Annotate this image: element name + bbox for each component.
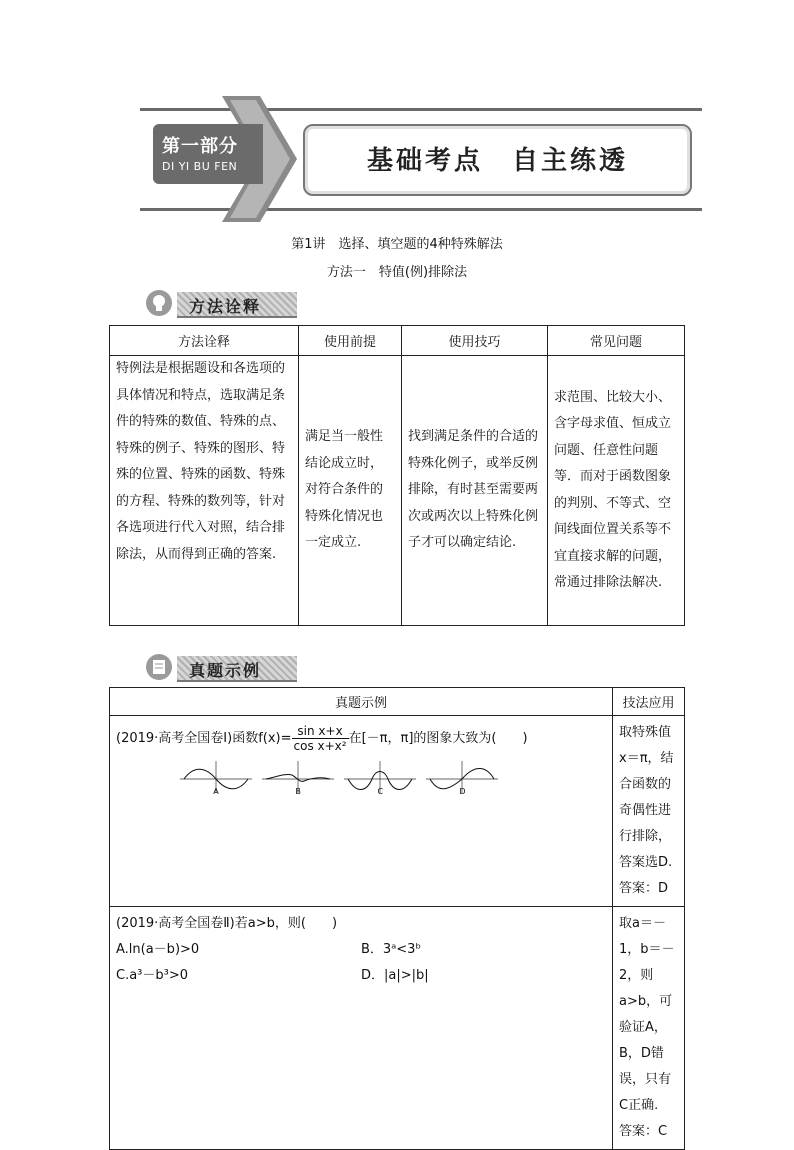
lecture-title: 第1讲 选择、填空题的4种特殊解法: [291, 237, 503, 252]
header-banner: [140, 96, 702, 222]
section-label-bar: [177, 292, 297, 318]
answer-1-text: 取特殊值x＝π，结合函数的奇偶性进行排除，答案选D.: [619, 725, 674, 870]
fraction-numerator: sin x+x: [292, 724, 349, 739]
method-table: [109, 325, 685, 626]
graph-label: C: [377, 787, 384, 796]
table-header: 真题示例: [110, 688, 613, 716]
part-badge: [153, 124, 263, 184]
graph-option-b: [260, 759, 336, 799]
table-row: [110, 716, 685, 907]
graph-option-a: [178, 759, 254, 799]
question-1-stem: [116, 724, 606, 753]
banner-title: 基础考点 自主练透: [366, 146, 628, 176]
fraction: [292, 724, 349, 753]
table-header: 方法诠释: [110, 326, 299, 356]
options-row: [116, 937, 606, 963]
section-label-method: [143, 289, 313, 317]
examples-table: [109, 687, 685, 1150]
q1-prefix: (2019·高考全国卷Ⅰ)函数f(x)=: [116, 731, 292, 746]
section-label-examples: [143, 653, 313, 681]
document-icon: [143, 653, 177, 681]
table-row: [110, 356, 685, 626]
answer-1-result: 答案：D: [619, 881, 669, 896]
table-header: 常见问题: [548, 326, 685, 356]
table-header: 技法应用: [613, 688, 685, 716]
table-cell: 满足当一般性结论成立时，对符合条件的特殊化情况也一定成立.: [299, 356, 402, 626]
part-pinyin: DI YI BU FEN: [162, 160, 238, 173]
part-label: 第一部分: [162, 136, 238, 157]
section-label-text: 真题示例: [189, 661, 262, 680]
q1-suffix: 在[－π，π]的图象大致为( ): [348, 731, 528, 746]
option-graphs: [178, 759, 606, 803]
section-label-bar: [177, 656, 297, 682]
graph-option-d: [424, 759, 500, 799]
question-2: [110, 907, 613, 1150]
option-d: D．|a|>|b|: [361, 968, 429, 983]
graph-label: A: [213, 787, 219, 796]
options-row: [116, 963, 606, 989]
graph-label: D: [459, 787, 466, 796]
table-cell: 特例法是根据题设和各选项的具体情况和特点，选取满足条件的特殊的数值、特殊的点、特殊的例子、特殊的图形、特殊的位置、特殊的函数、特殊的方程、特殊的数列等，针对各选项进行代入对照，结合排除法，从而得到正确的答案.: [110, 356, 299, 626]
answer-2-result: 答案：C: [619, 1124, 668, 1139]
table-header-row: [110, 688, 685, 716]
graph-option-c: [342, 759, 418, 799]
fraction-denominator: cos x+x²: [293, 739, 347, 753]
table-cell: 找到满足条件的合适的特殊化例子，或举反例排除，有时甚至需要两次或两次以上特殊化例子才可以确定结论.: [402, 356, 548, 626]
answer-1: [613, 716, 685, 907]
answer-2: [613, 907, 685, 1150]
question-1: [110, 716, 613, 907]
table-row: [110, 907, 685, 1150]
table-cell: 求范围、比较大小、含字母求值、恒成立问题、任意性问题等．而对于函数图象的判别、不等式、空间线面位置关系等不宜直接求解的问题，常通过排除法解决.: [548, 356, 685, 626]
answer-2-text: 取a＝－1，b＝－2，则a>b，可验证A，B，D错误，只有C正确.: [619, 916, 675, 1113]
section-label-text: 方法诠释: [189, 297, 262, 316]
option-b: B．3ᵃ<3ᵇ: [361, 942, 422, 957]
graph-label: B: [295, 787, 301, 796]
method-title: 方法一 特值(例)排除法: [326, 265, 468, 280]
table-header: 使用前提: [299, 326, 402, 356]
lightbulb-icon: [143, 289, 177, 317]
table-header: 使用技巧: [402, 326, 548, 356]
option-c: C.a³－b³>0: [116, 968, 189, 983]
question-2-stem: (2019·高考全国卷Ⅱ)若a>b，则( ): [116, 916, 338, 931]
option-a: A.ln(a－b)>0: [116, 942, 200, 957]
table-header-row: [110, 326, 685, 356]
banner-title-box: [303, 124, 692, 196]
